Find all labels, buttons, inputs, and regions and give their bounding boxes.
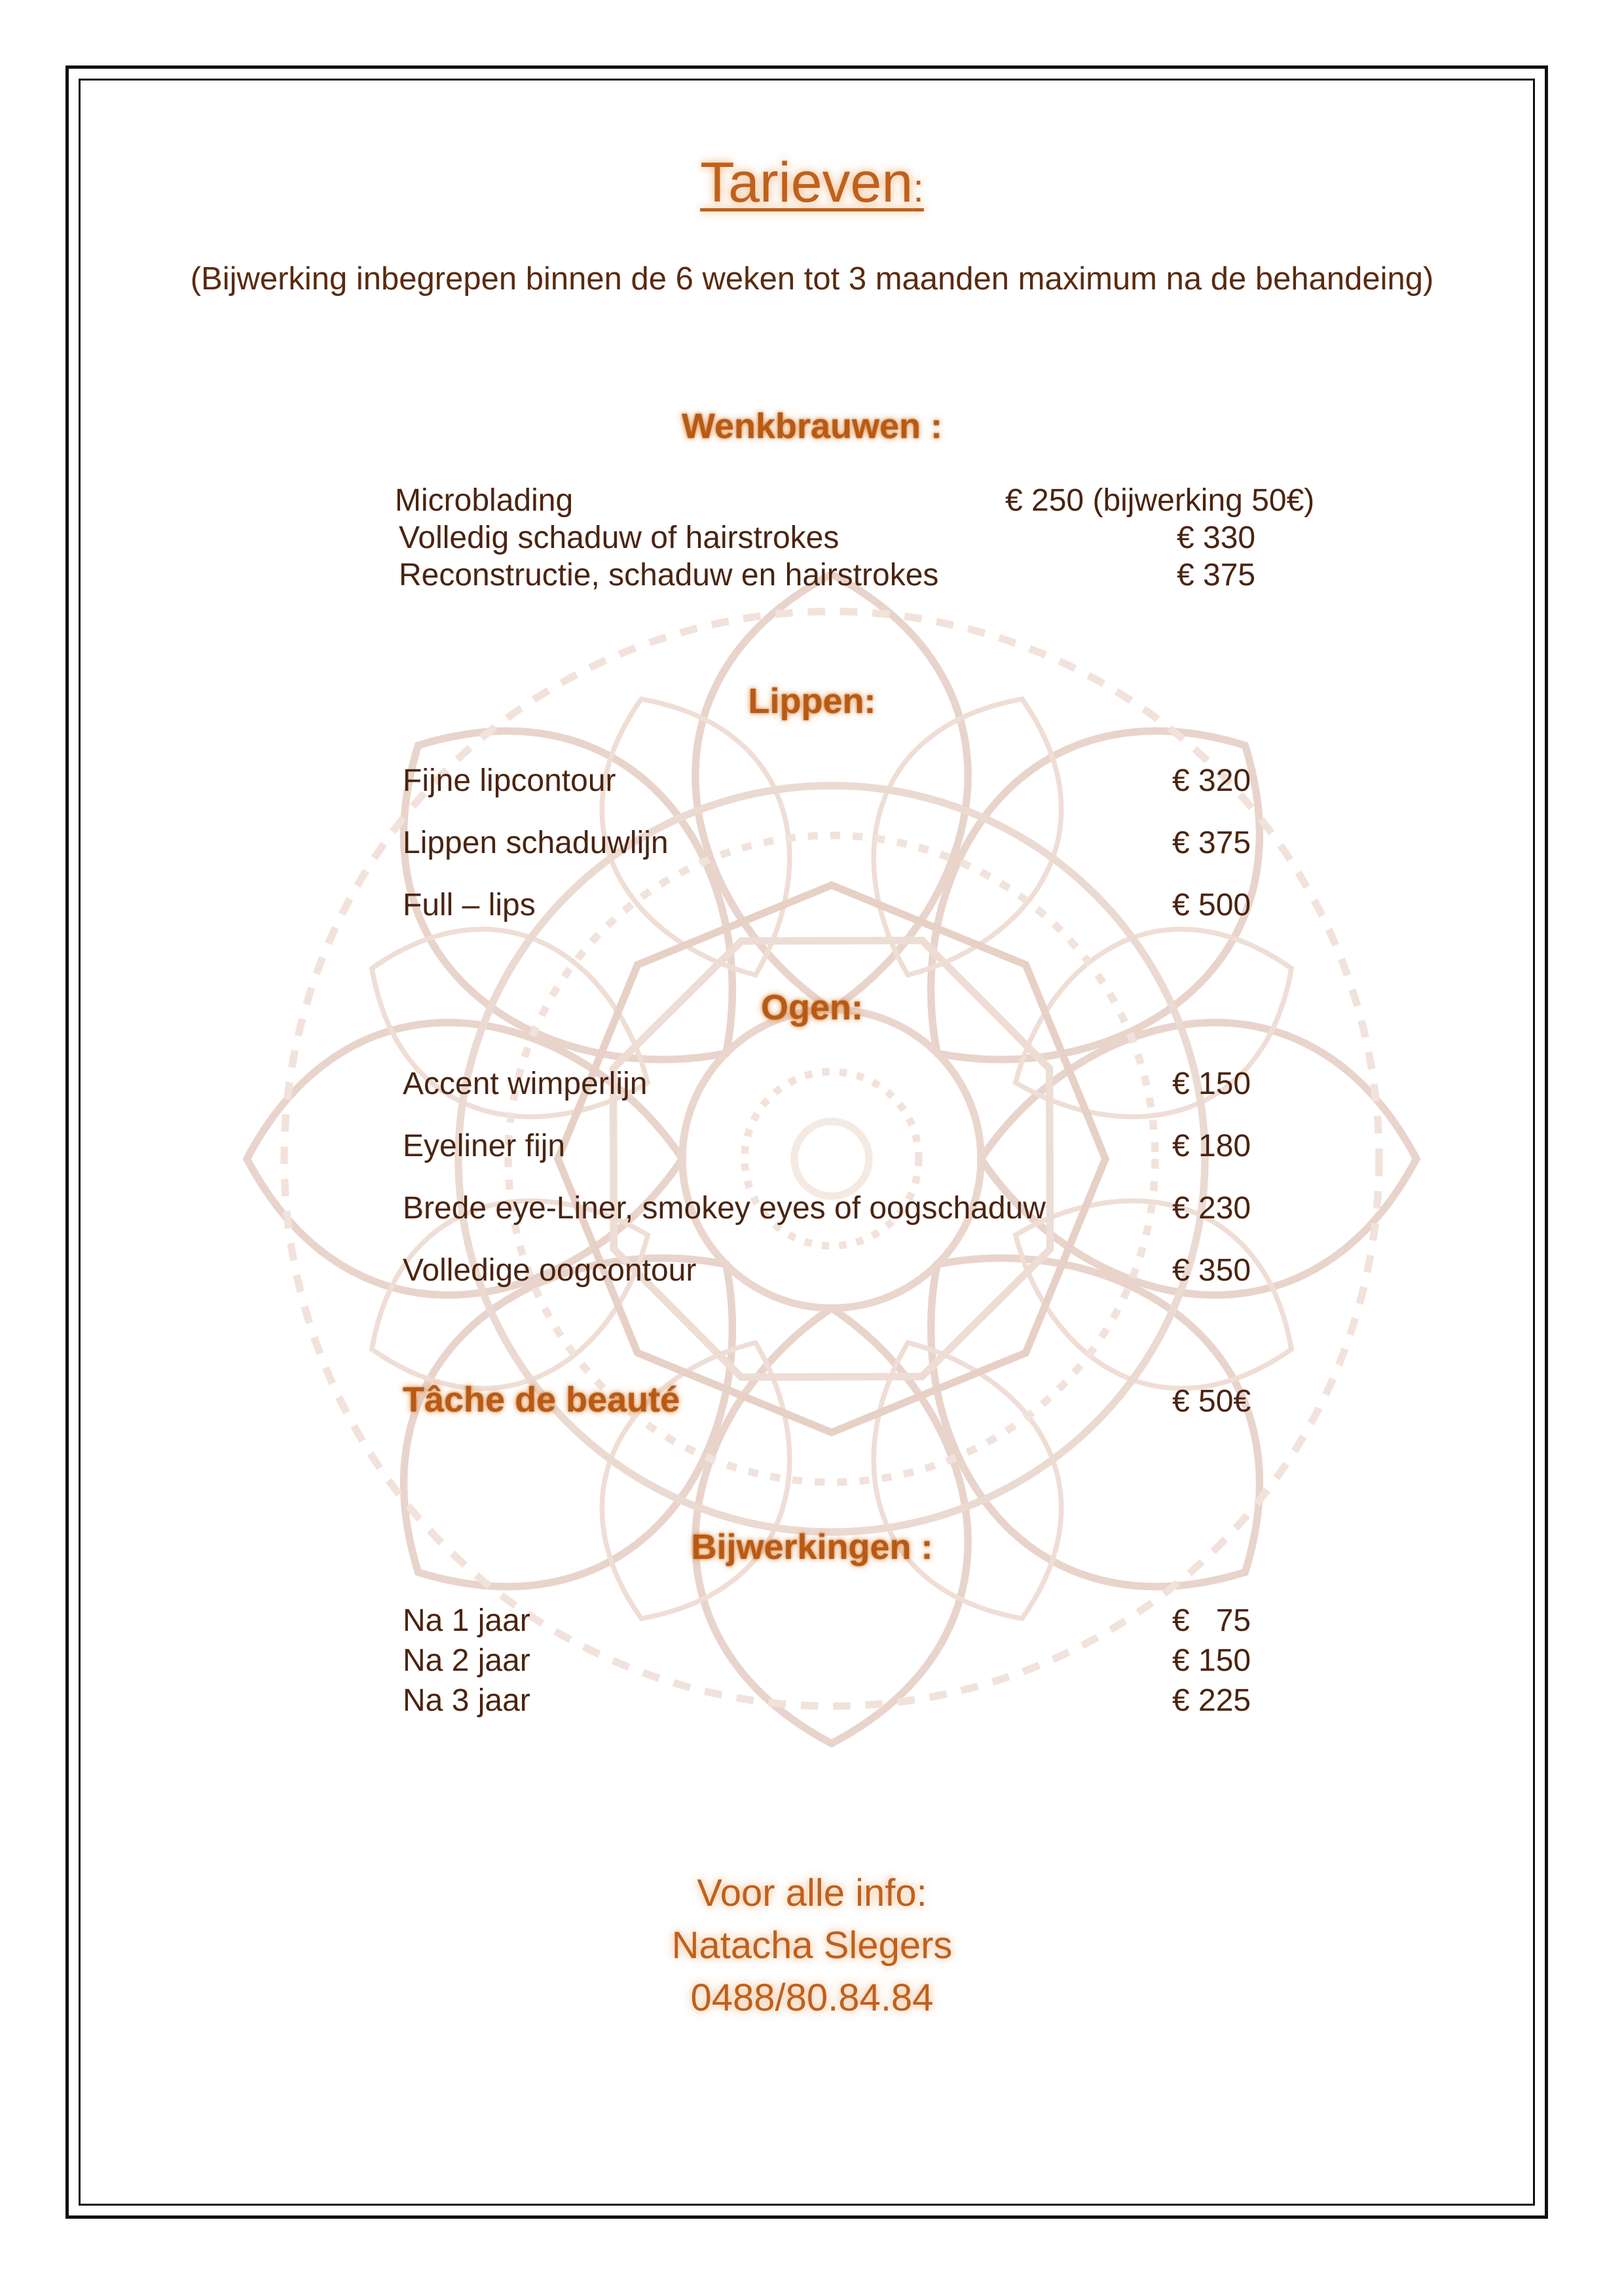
price-item-label: Accent wimperlijn (403, 1066, 648, 1101)
section-heading-tache-de-beaute: Tâche de beauté (403, 1380, 680, 1419)
page-title: Tarieven: (700, 151, 924, 214)
price-item-value: € 320 (1172, 763, 1251, 798)
price-item-value: € 500 (1172, 888, 1251, 922)
price-item-value: € 180 (1172, 1129, 1251, 1163)
price-item-value: € 375 (1177, 558, 1256, 592)
price-item-label: Fijne lipcontour (403, 763, 616, 798)
price-item-label: Na 2 jaar (403, 1643, 530, 1678)
price-item-value: € 230 (1172, 1191, 1251, 1226)
subtitle-note: (Bijwerking inbegrepen binnen de 6 weken tot 3 maanden maximum na de behandeing) (190, 261, 1434, 297)
price-item-value: € 150 (1172, 1066, 1251, 1101)
contact-heading: Voor alle info: (697, 1872, 927, 1914)
section-heading-ogen: Ogen: (761, 988, 863, 1027)
price-item-label: Brede eye-Liner, smokey eyes of oogschaduw (403, 1191, 1046, 1226)
price-item-label: Na 3 jaar (403, 1683, 530, 1718)
price-item-label: Volledig schaduw of hairstrokes (399, 520, 840, 555)
mandala-background-icon (210, 537, 1454, 1781)
price-item-value: € 330 (1177, 520, 1256, 555)
price-item-value: € 350 (1172, 1253, 1251, 1288)
price-item-value: € 225 (1172, 1683, 1251, 1718)
section-heading-lippen: Lippen: (748, 682, 876, 721)
price-item-label: Lippen schaduwlijn (403, 826, 669, 860)
price-item-value: € 50€ (1172, 1384, 1251, 1419)
section-heading-bijwerkingen: Bijwerkingen : (691, 1527, 933, 1567)
price-item-label: Eyeliner fijn (403, 1129, 566, 1163)
price-item-label: Full – lips (403, 888, 536, 922)
price-item-label: Volledige oogcontour (403, 1253, 697, 1288)
contact-phone: 0488/80.84.84 (690, 1977, 934, 2019)
price-item-label: Reconstructie, schaduw en hairstrokes (399, 558, 939, 592)
section-heading-wenkbrauwen: Wenkbrauwen : (681, 407, 943, 446)
price-item-label: Microblading (395, 483, 574, 518)
price-item-value: € 375 (1172, 826, 1251, 860)
price-item-label: Na 1 jaar (403, 1603, 530, 1638)
contact-name: Natacha Slegers (671, 1924, 953, 1967)
price-item-value: € 250 (bijwerking 50€) (1005, 483, 1315, 518)
price-item-value: € 75 (1172, 1603, 1251, 1638)
price-item-value: € 150 (1172, 1643, 1251, 1678)
